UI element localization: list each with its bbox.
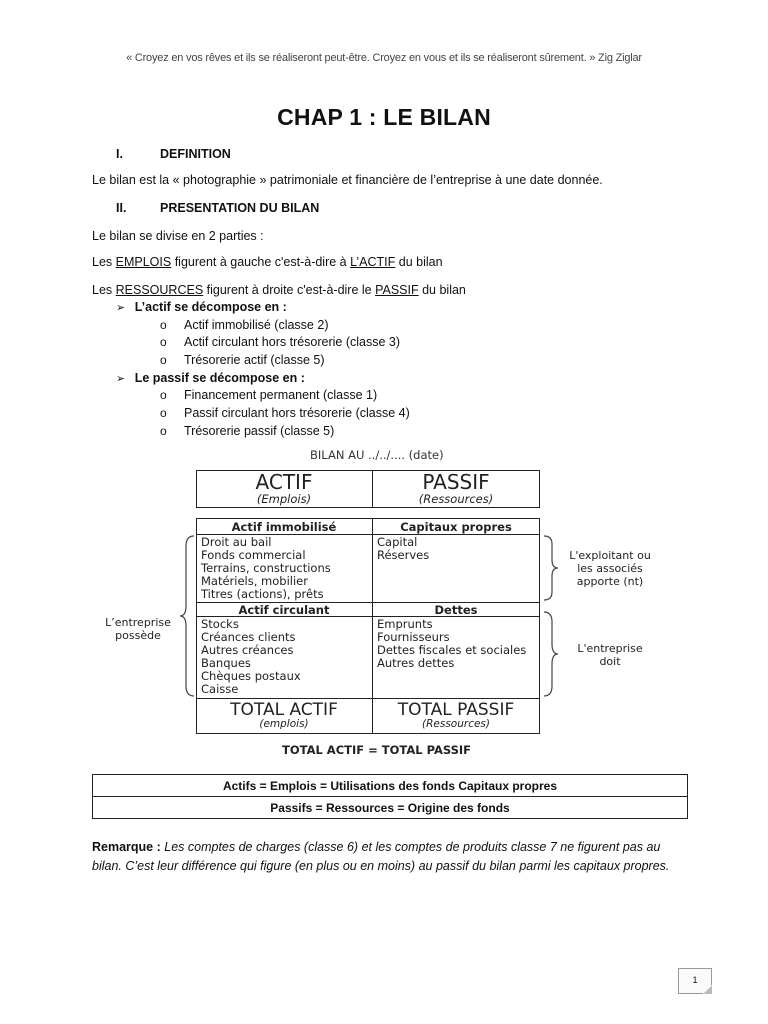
list-item: Créances clients [201,630,296,644]
list-item: o Passif circulant hors trésorerie (classe 4) [160,406,410,420]
equations-table [92,774,688,819]
circle-bullet-icon: o [160,318,167,332]
row-line [196,698,540,699]
circle-bullet-icon: o [160,406,167,420]
left-brace-icon [178,534,196,698]
header-quote: « Croyez en vos rêves et ils se réaliseront peut-être. Croyez en vous et ils se réaliseront sûrement. » Zig Ziglar [126,52,642,64]
arrow-bullet-icon: ➢ [116,302,126,314]
list-item: Fonds commercial [201,548,306,562]
list-item: o Actif circulant hors trésorerie (classe 3) [160,335,401,349]
actif-term: L’ACTIF [350,255,396,269]
list-item: Matériels, mobilier [201,574,308,588]
section-label: DEFINITION [160,147,231,161]
arrow-bullet-icon: ➢ [116,373,126,385]
presentation-intro: Le bilan se divise en 2 parties : [92,229,264,243]
list-item: Réserves [377,548,430,562]
right-note-bottom: L'entreprise doit [577,642,643,668]
remark-label: Remarque : [92,840,161,854]
total-equation: TOTAL ACTIF = TOTAL PASSIF [282,743,472,757]
total-passif-sub: (Ressources) [422,718,490,730]
list-item: Caisse [201,682,239,696]
list-item: Dettes fiscales et sociales [377,643,527,657]
section-definition [116,147,516,163]
definition-text: Le bilan est la « photographie » patrimoniale et financière de l’entreprise à une date donnée. [92,173,603,187]
actif-immobilise-title: Actif immobilisé [231,520,337,534]
capitaux-propres-title: Capitaux propres [400,520,512,534]
total-actif-sub: (emplois) [259,718,309,730]
actif-circulant-title: Actif circulant [238,603,330,617]
list-item: Fournisseurs [377,630,450,644]
right-note-top: L'exploitant ou les associés apporte (nt) [569,549,651,588]
circle-bullet-icon: o [160,424,167,438]
table-row [93,775,688,797]
page-number: 1 [678,968,712,994]
section-number: II. [116,201,127,215]
list-item: Droit au bail [201,535,272,549]
actif-header: ACTIF [255,470,313,494]
emplois-term: EMPLOIS [115,255,172,269]
passif-header: PASSIF [422,470,490,494]
list-item: Capital [377,535,418,549]
list-item: Chèques postaux [201,669,301,683]
passif-term: PASSIF [375,283,419,297]
section-label: PRESENTATION DU BILAN [160,201,320,215]
figure-caption: BILAN AU ../../.... (date) [310,448,444,462]
list-item: Autres créances [201,643,294,657]
right-brace-icon [542,534,560,602]
right-brace-icon [542,610,560,698]
list-item: Titres (actions), prêts [201,587,324,601]
list-item: Terrains, constructions [201,561,331,575]
passif-subheader: (Ressources) [418,492,494,506]
table-row [93,797,688,819]
list-item: Stocks [201,617,239,631]
list-item: o Actif immobilisé (classe 2) [160,318,329,332]
ressources-line: Les RESSOURCES figurent à droite c'est-à-dire le PASSIF du bilan [92,283,466,297]
list-item: o Financement permanent (classe 1) [160,388,378,402]
total-passif: TOTAL PASSIF [397,700,515,720]
list-item: Emprunts [377,617,433,631]
section-presentation [116,201,516,217]
actif-heading: ➢ L’actif se décompose en : [116,300,287,314]
remark [92,838,682,875]
remark-text: Les comptes de charges (classe 6) et les comptes de produits classe 7 ne figurent pas au bilan. C’est leur différence qui figure (en plus ou en moins) au passif du bilan parmi les capitaux propres. [92,840,670,873]
dettes-title: Dettes [434,603,478,617]
table-cell: Passifs = Ressources = Origine des fonds [93,797,688,819]
list-item: Banques [201,656,251,670]
list-item: Autres dettes [377,656,455,670]
list-item: o Trésorerie passif (classe 5) [160,424,335,438]
table-cell: Actifs = Emplois = Utilisations des fonds Capitaux propres [93,775,688,797]
total-actif: TOTAL ACTIF [230,700,338,720]
circle-bullet-icon: o [160,353,167,367]
list-item: o Trésorerie actif (classe 5) [160,353,325,367]
emplois-line: Les EMPLOIS figurent à gauche c'est-à-dire à L’ACTIF du bilan [92,255,443,269]
section-number: I. [116,147,123,161]
ressources-term: RESSOURCES [115,283,204,297]
passif-heading: ➢ Le passif se décompose en : [116,371,305,385]
actif-subheader: (Emplois) [256,492,312,506]
circle-bullet-icon: o [160,388,167,402]
left-note: L’entreprise possède [105,616,171,642]
circle-bullet-icon: o [160,335,167,349]
page-title: CHAP 1 : LE BILAN [277,104,491,130]
